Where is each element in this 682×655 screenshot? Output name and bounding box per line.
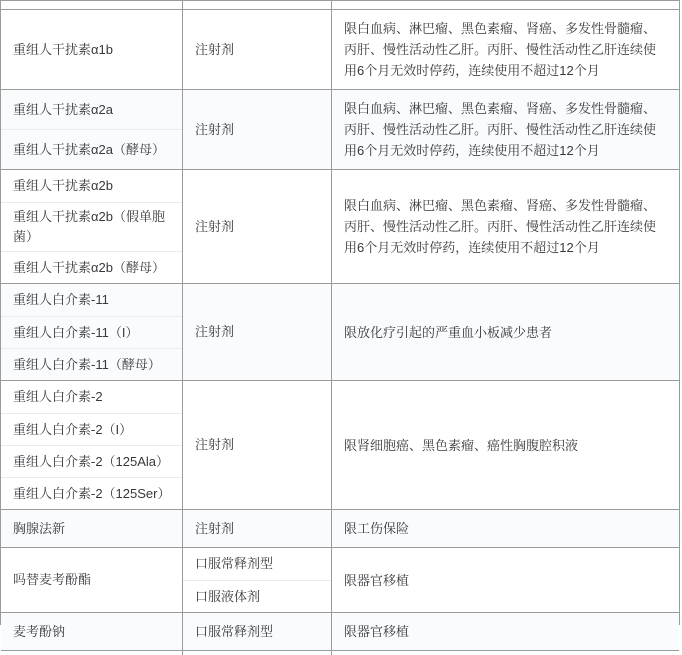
dosage-form-cell (183, 548, 332, 612)
dosage-form-cell (183, 90, 332, 169)
remark-text: 限肾细胞癌、黑色素瘤、癌性胸腹腔积液 (344, 437, 579, 453)
partial-cell (1, 651, 183, 655)
drug-name: 重组人干扰素α2b（假单胞菌） (1, 202, 182, 251)
drug-name: 重组人白介素-2 (13, 389, 103, 404)
dosage-form: 口服常释剂型 (195, 556, 274, 571)
table-row-group (1, 170, 679, 284)
drug-name: 重组人干扰素α2b（酵母） (1, 251, 182, 283)
remark-cell (332, 381, 679, 509)
table-row-group (1, 381, 679, 510)
partial-cell (1, 1, 183, 9)
remark-cell (332, 10, 679, 89)
partial-cell (332, 1, 679, 9)
dosage-form: 注射剂 (195, 121, 235, 137)
remark-cell (332, 170, 679, 283)
partial-row-bottom (1, 651, 679, 655)
dosage-form: 注射剂 (195, 41, 235, 57)
drug-name: 重组人白介素-11 (13, 292, 109, 307)
dosage-form-cell (183, 10, 332, 89)
remark-text: 限白血病、淋巴瘤、黑色素瘤、肾癌、多发性骨髓瘤、丙肝、慢性活动性乙肝。丙肝、慢性活动性乙肝连续使用6个月无效时停药，连续使用不超过12个月 (344, 101, 657, 158)
drug-name-cell (1, 10, 183, 89)
dosage-form: 口服液体剂 (183, 580, 331, 612)
partial-cell (183, 651, 332, 655)
remark-text: 限放化疗引起的严重血小板减少患者 (344, 324, 553, 340)
drug-name: 重组人干扰素α2b (13, 178, 113, 193)
table-row-group (1, 284, 679, 381)
remark-text: 限白血病、淋巴瘤、黑色素瘤、肾癌、多发性骨髓瘤、丙肝、慢性活动性乙肝。丙肝、慢性活动性乙肝连续使用6个月无效时停药，连续使用不超过12个月 (344, 21, 657, 78)
remark-text: 限工伤保险 (344, 521, 410, 536)
drug-name-cell (1, 548, 183, 612)
remark-text: 限器官移植 (344, 624, 410, 639)
table-row-group (1, 548, 679, 613)
partial-cell (332, 651, 679, 655)
table-row-group (1, 510, 679, 548)
remark-cell (332, 510, 679, 547)
table-body (1, 10, 679, 651)
table-row-group (1, 613, 679, 651)
drug-name-cell (1, 90, 183, 169)
remark-text: 限白血病、淋巴瘤、黑色素瘤、肾癌、多发性骨髓瘤、丙肝、慢性活动性乙肝。丙肝、慢性活动性乙肝连续使用6个月无效时停药，连续使用不超过12个月 (344, 198, 657, 255)
drug-name: 重组人干扰素α2a（酵母） (1, 129, 182, 169)
dosage-form: 注射剂 (195, 437, 235, 452)
drug-name: 重组人白介素-2（I） (1, 413, 182, 445)
drug-name: 麦考酚钠 (13, 623, 66, 639)
dosage-form: 注射剂 (195, 218, 235, 234)
drug-name: 重组人白介素-2（125Ala） (1, 445, 182, 477)
drug-name: 重组人干扰素α2a (13, 101, 113, 117)
drug-name-cell (1, 510, 183, 547)
drug-name: 重组人白介素-11（I） (1, 316, 182, 348)
partial-row-top (1, 1, 679, 10)
drug-name-cell (1, 284, 183, 380)
remark-cell (332, 613, 679, 650)
dosage-form: 口服常释剂型 (195, 623, 274, 639)
dosage-form-cell (183, 381, 332, 509)
dosage-form-cell (183, 613, 332, 650)
remark-cell (332, 90, 679, 169)
dosage-form-cell (183, 170, 332, 283)
partial-cell (183, 1, 332, 9)
drug-name-cell (1, 613, 183, 650)
table-row-group (1, 90, 679, 170)
dosage-form: 注射剂 (195, 324, 235, 339)
drug-name: 重组人白介素-11（酵母） (1, 348, 182, 380)
drug-name-cell (1, 381, 183, 509)
drug-name: 吗替麦考酚酯 (13, 572, 92, 587)
drug-name: 重组人白介素-2（125Ser） (1, 477, 182, 509)
drug-name: 重组人干扰素α1b (13, 41, 113, 57)
dosage-form: 注射剂 (195, 520, 235, 536)
remark-cell (332, 548, 679, 612)
dosage-form-cell (183, 284, 332, 380)
dosage-form-cell (183, 510, 332, 547)
drug-name: 胸腺法新 (13, 520, 66, 536)
remark-cell (332, 284, 679, 380)
drug-name-cell (1, 170, 183, 283)
table-row-group (1, 10, 679, 90)
remark-text: 限器官移植 (344, 572, 410, 588)
